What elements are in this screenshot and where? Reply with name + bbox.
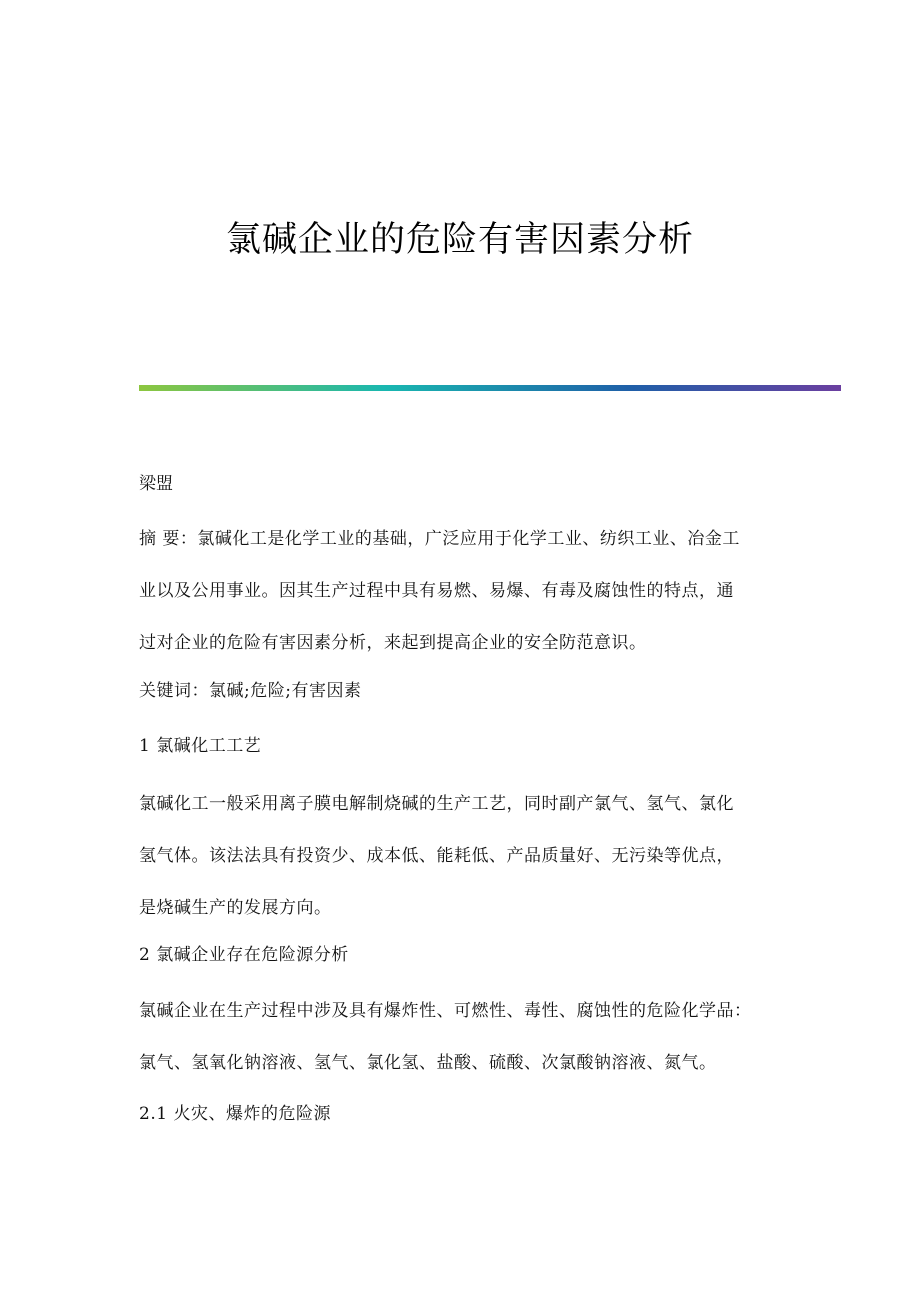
abstract-line: 摘 要：氯碱化工是化学工业的基础，广泛应用于化学工业、纺织工业、冶金工 — [139, 529, 740, 549]
document-title: 氯碱企业的危险有害因素分析 — [225, 220, 694, 260]
section-2-heading: 2 氯碱企业存在危险源分析 — [139, 945, 349, 965]
section-1-paragraph — [139, 778, 799, 934]
title-divider — [139, 385, 841, 391]
section-2-line: 氯气、氢氧化钠溶液、氢气、氯化氢、盐酸、硫酸、次氯酸钠溶液、氮气。 — [139, 1053, 717, 1073]
section-2-paragraph — [139, 985, 799, 1089]
section-1-heading: 1 氯碱化工工艺 — [139, 736, 262, 756]
section-1-line: 氢气体。该法法具有投资少、成本低、能耗低、产品质量好、无污染等优点， — [139, 846, 734, 866]
abstract-line: 业以及公用事业。因其生产过程中具有易燃、易爆、有毒及腐蚀性的特点，通 — [139, 581, 734, 601]
section-1-line: 氯碱化工一般采用离子膜电解制烧碱的生产工艺，同时副产氯气、氢气、氯化 — [139, 794, 734, 814]
section-1-line: 是烧碱生产的发展方向。 — [139, 898, 332, 918]
section-2-line: 氯碱企业在生产过程中涉及具有爆炸性、可燃性、毒性、腐蚀性的危险化学品： — [139, 1001, 752, 1021]
abstract-line: 过对企业的危险有害因素分析，来起到提高企业的安全防范意识。 — [139, 633, 647, 653]
author-name: 梁盟 — [139, 474, 173, 494]
keywords-line: 关键词：氯碱;危险;有害因素 — [139, 681, 362, 701]
section-2-1-heading: 2.1 火灾、爆炸的危险源 — [139, 1104, 331, 1124]
abstract-paragraph — [139, 513, 799, 669]
